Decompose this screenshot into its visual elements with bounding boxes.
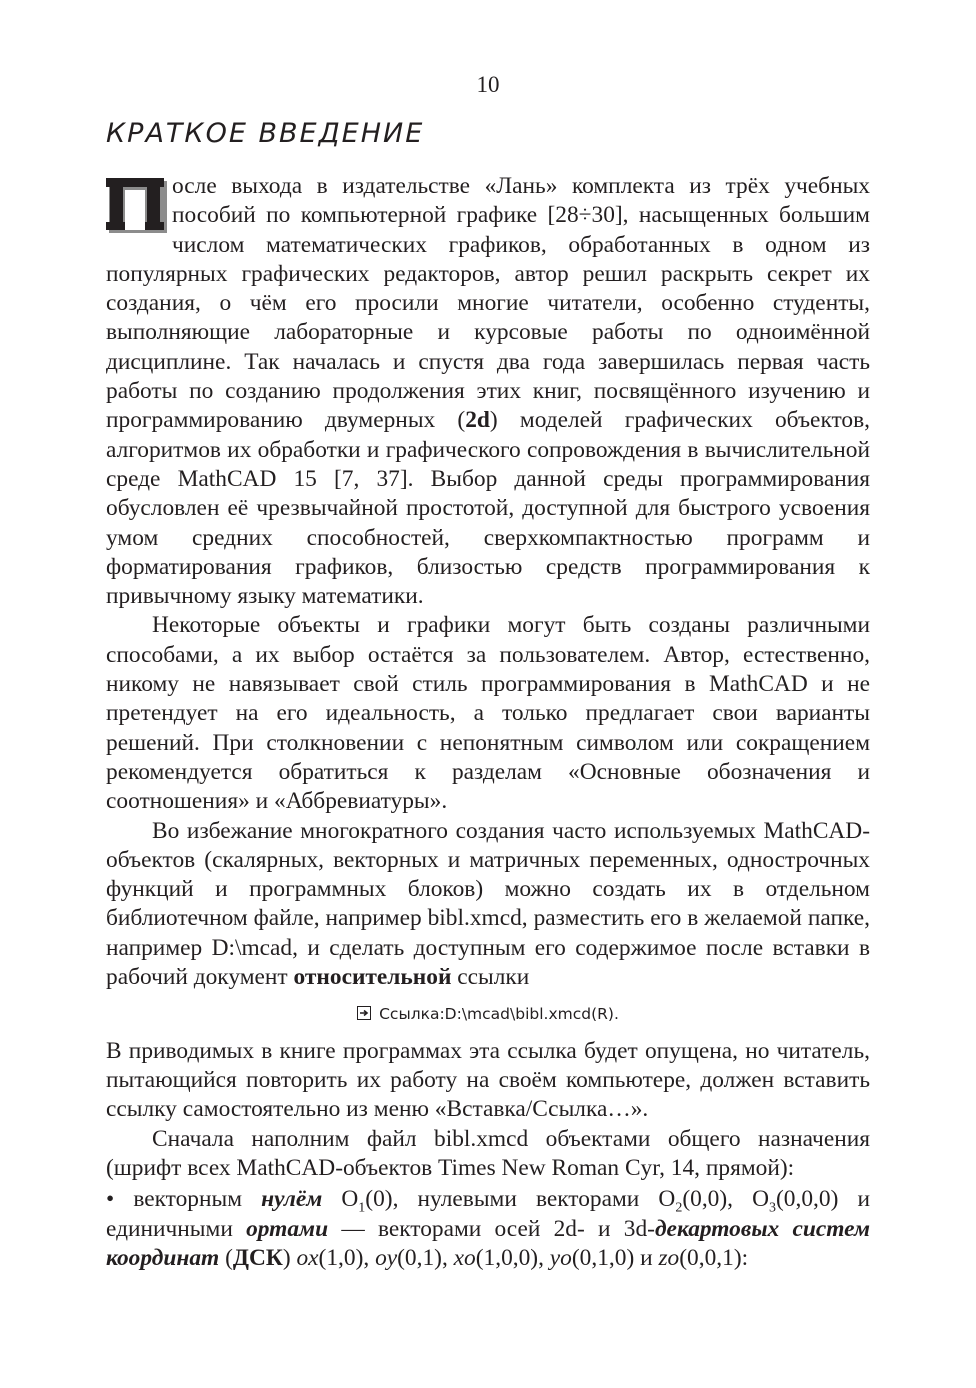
bullet-text: (0,0), O xyxy=(682,1186,769,1213)
section-heading: КРАТКОЕ ВВЕДЕНИЕ xyxy=(106,118,425,149)
bullet-text: (0,0,0) и единичными xyxy=(106,1186,870,1242)
vector-name: yo xyxy=(549,1244,572,1271)
term-cartesian: декартовых систем координат xyxy=(106,1215,870,1271)
dropcap-letter xyxy=(106,178,168,234)
bullet-text: (1,0), xyxy=(318,1244,376,1271)
vector-name: oy xyxy=(375,1244,398,1271)
reference-arrow-icon xyxy=(357,1005,371,1025)
bullet-text: (0), нулевыми векторами O xyxy=(365,1186,676,1213)
vector-name: zo xyxy=(658,1244,680,1271)
paragraph-3 xyxy=(106,817,870,993)
bullet-text: (0,1), xyxy=(397,1244,454,1271)
bullet-text: (0,0,1): xyxy=(679,1244,749,1271)
bullet-text: ( xyxy=(219,1244,233,1271)
reference-line xyxy=(106,1004,870,1025)
subscript: 2 xyxy=(675,1200,683,1216)
paragraph-5: Сначала наполним файл bibl.xmcd объектами общего назначения (шрифт всех MathCAD-объектов Times New Roman Cyr, 14, прямой): xyxy=(106,1125,870,1181)
paragraph-4: В приводимых в книге программах эта ссылка будет опущена, но читатель, пытающийся повторить их работу на своём компьютере, должен вставить ссылку самостоятельно из меню «Вставка/Ссылка…». xyxy=(106,1037,870,1123)
subscript: 3 xyxy=(769,1200,776,1216)
paragraph-3-end: ссылки xyxy=(451,964,530,991)
bullet-text: O xyxy=(322,1186,359,1213)
subscript: 1 xyxy=(358,1200,366,1216)
bullet-text: (0,1,0) и xyxy=(571,1244,659,1271)
paragraph-1 xyxy=(106,172,870,611)
vector-name: xo xyxy=(453,1244,476,1271)
paragraph-2: Некоторые объекты и графики могут быть созданы различными способами, а их выбор остаётся за пользователем. Автор, естественно, никому не навязывает свой стиль программирования в MathCAD и не претендует на его идеальность, а только предлагает свои варианты решений. При столкновении с непонятным символом или сокращением рекомендуется обратиться к разделам «Основные обозначения и соотношения» и «Аббревиатуры». xyxy=(106,612,870,815)
svg-text:П: П xyxy=(135,218,136,219)
term-dsk: ДСК xyxy=(232,1244,283,1271)
bullet-text: векторным xyxy=(114,1186,262,1213)
bullet-text: (1,0,0), xyxy=(475,1244,550,1271)
bullet-mark: • xyxy=(106,1186,115,1213)
dropcap-glyph-icon xyxy=(106,178,168,234)
paragraph-3-text: Во избежание многократного создания часто используемых MathCAD-объектов (скалярных, векторных и матричных переменных, однострочных функций и программных блоков) можно создать их в отдельном библиотечном файле, например bibl.xmcd, разместить его в желаемой папке, например D:\mcad, и сделать доступным его содержимое после вставки в рабочий документ xyxy=(106,817,870,991)
bullet-item xyxy=(106,1185,870,1273)
term-orts: ортами xyxy=(246,1215,329,1242)
vector-name: ox xyxy=(296,1244,319,1271)
paragraph-1-text: осле выхода в издательстве «Лань» комплекта из трёх учебных пособий по компьютерной графике [28÷30], насыщенных большим числом математических графиков, обработанных в одном из популярных графических редакторов, автор решил раскрыть секрет их создания, о чём его просили многие читатели, особенно студенты, выполняющие лабораторные и курсовые работы по одноимённой дисциплине. Так началась и спустя два года завершилась первая часть работы по созданию продолжения этих книг, посвящённого изучению и программированию двумерных ( xyxy=(106,173,870,434)
paragraph-3-bold: относительной xyxy=(293,964,452,991)
paragraph-1-bold: 2d xyxy=(465,407,490,434)
term-zero: нулём xyxy=(261,1186,323,1213)
body-text xyxy=(106,172,870,1273)
bullet-text: ) xyxy=(282,1244,297,1271)
paragraph-1-end: ) моделей графических объектов, алгоритмов их обработки и графического сопровождения в вычислительной среде MathCAD 15 [7, 37]. Выбор данной среды программирования обусловлен её чрезвычайной простотой, доступной для быстрого усвоения умом средних способностей, сверхкомпактностью программ и форматирования графиков, близостью средств программирования к привычному языку математики. xyxy=(106,407,870,610)
reference-text: Ссылка:D:\mcad\bibl.xmcd(R). xyxy=(379,1005,619,1024)
page-number: 10 xyxy=(476,72,500,97)
bullet-text: — векторами осей 2d- и 3d- xyxy=(328,1215,655,1242)
